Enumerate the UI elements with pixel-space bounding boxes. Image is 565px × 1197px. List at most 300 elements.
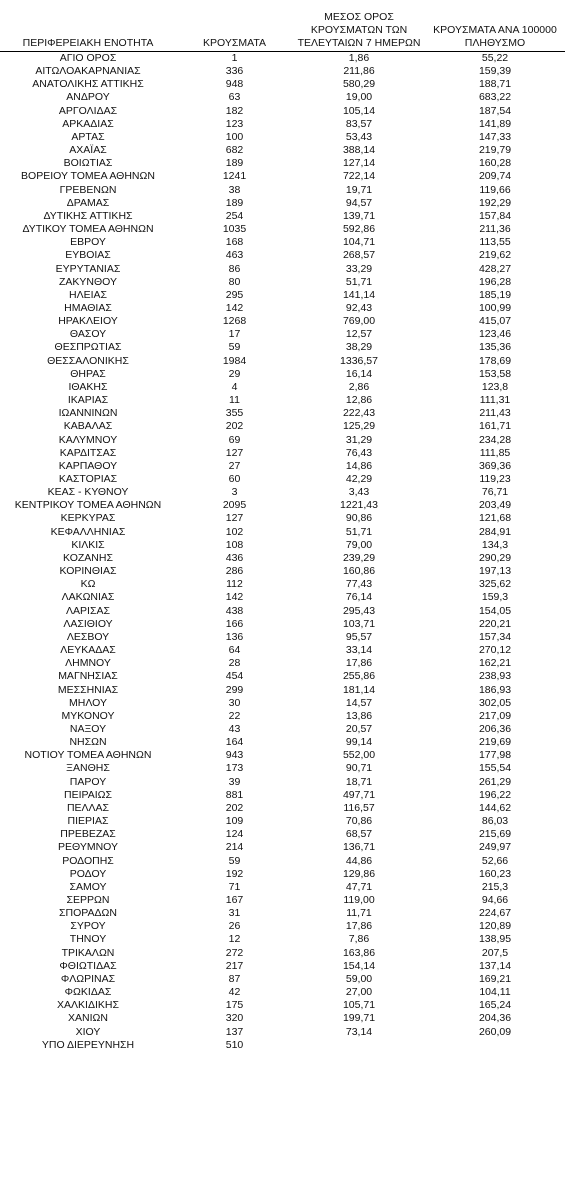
per100k-cell: 104,11 bbox=[479, 986, 511, 999]
region-cell: ΑΝΔΡΟΥ bbox=[66, 91, 110, 104]
header-row bbox=[0, 8, 565, 52]
avg7-cell: 103,71 bbox=[342, 617, 376, 630]
per100k-cell: 123,46 bbox=[478, 328, 512, 341]
cases-cell: 28 bbox=[228, 657, 241, 670]
cases-cell: 137 bbox=[225, 1025, 244, 1038]
per100k-cell: 325,62 bbox=[478, 578, 512, 591]
avg7-cell: 136,71 bbox=[342, 841, 376, 854]
per100k-cell: 238,93 bbox=[478, 670, 512, 683]
avg7-cell: 12,86 bbox=[345, 394, 373, 407]
per100k-cell: 138,95 bbox=[478, 933, 512, 946]
region-cell: ΝΟΤΙΟΥ ΤΟΜΕΑ ΑΘΗΝΩΝ bbox=[24, 749, 152, 762]
table-row bbox=[0, 855, 565, 868]
table-row bbox=[0, 657, 565, 670]
table-row bbox=[0, 78, 565, 91]
region-cell: ΠΑΡΟΥ bbox=[69, 775, 107, 788]
table-row bbox=[0, 52, 565, 66]
cases-cell: 168 bbox=[225, 236, 244, 249]
cases-cell: 64 bbox=[228, 644, 241, 657]
table-row bbox=[0, 460, 565, 473]
region-cell: ΧΑΝΙΩΝ bbox=[68, 1012, 108, 1025]
per100k-cell bbox=[425, 1039, 565, 1052]
region-cell: ΠΕΛΛΑΣ bbox=[66, 801, 110, 814]
table-row bbox=[0, 710, 565, 723]
per100k-cell: 160,28 bbox=[478, 157, 512, 170]
cases-cell: 123 bbox=[225, 117, 244, 130]
cases-cell: 254 bbox=[225, 209, 244, 222]
region-cell: ΜΗΛΟΥ bbox=[69, 696, 107, 709]
per100k-cell: 217,09 bbox=[478, 709, 512, 722]
cases-cell: 202 bbox=[225, 420, 244, 433]
table-row bbox=[0, 960, 565, 973]
table-row bbox=[0, 184, 565, 197]
avg7-cell: 44,86 bbox=[345, 854, 373, 867]
avg7-cell: 79,00 bbox=[345, 538, 373, 551]
region-cell: ΗΡΑΚΛΕΙΟΥ bbox=[58, 315, 118, 328]
table-row bbox=[0, 999, 565, 1012]
table-row bbox=[0, 263, 565, 276]
region-cell: ΚΕΦΑΛΛΗΝΙΑΣ bbox=[50, 525, 126, 538]
table-row bbox=[0, 868, 565, 881]
avg7-cell: 70,86 bbox=[345, 815, 373, 828]
table-row bbox=[0, 920, 565, 933]
region-cell: ΒΟΙΩΤΙΑΣ bbox=[63, 157, 113, 170]
per100k-cell: 121,68 bbox=[478, 512, 512, 525]
cases-cell: 42 bbox=[228, 986, 241, 999]
avg7-cell: 59,00 bbox=[345, 972, 373, 985]
table-row bbox=[0, 933, 565, 946]
cases-cell: 87 bbox=[228, 972, 241, 985]
region-cell: ΜΥΚΟΝΟΥ bbox=[61, 709, 115, 722]
table-row bbox=[0, 1026, 565, 1039]
cases-cell: 109 bbox=[225, 815, 244, 828]
per100k-cell: 302,05 bbox=[478, 696, 512, 709]
region-cell: ΚΑΡΔΙΤΣΑΣ bbox=[59, 446, 117, 459]
region-cell: ΑΓΙΟ ΟΡΟΣ bbox=[59, 52, 117, 64]
region-cell: ΝΑΞΟΥ bbox=[69, 722, 107, 735]
cases-cell: 29 bbox=[228, 367, 241, 380]
avg7-cell: 51,71 bbox=[345, 525, 373, 538]
header-per100k: ΚΡΟΥΣΜΑΤΑ ΑΝΑ 100000 ΠΛΗΘΥΣΜΟ bbox=[433, 24, 557, 49]
cases-cell: 454 bbox=[225, 670, 244, 683]
avg7-cell: 388,14 bbox=[342, 144, 376, 157]
avg7-cell: 27,00 bbox=[345, 986, 373, 999]
cases-cell: 948 bbox=[225, 78, 244, 91]
cases-cell: 463 bbox=[225, 249, 244, 262]
table-row bbox=[0, 565, 565, 578]
table-row bbox=[0, 881, 565, 894]
table-row bbox=[0, 789, 565, 802]
cases-cell: 31 bbox=[228, 907, 241, 920]
cases-cell: 173 bbox=[225, 762, 244, 775]
table-row bbox=[0, 157, 565, 170]
per100k-cell: 220,21 bbox=[478, 617, 512, 630]
table-row bbox=[0, 986, 565, 999]
region-cell: ΕΒΡΟΥ bbox=[70, 236, 106, 249]
per100k-cell: 76,71 bbox=[481, 486, 509, 499]
cases-cell: 30 bbox=[228, 696, 241, 709]
cases-cell: 1268 bbox=[222, 315, 247, 328]
table-row bbox=[0, 591, 565, 604]
table-row bbox=[0, 684, 565, 697]
per100k-cell: 284,91 bbox=[478, 525, 512, 538]
region-cell: ΚΑΛΥΜΝΟΥ bbox=[58, 433, 118, 446]
per100k-cell: 415,07 bbox=[478, 315, 512, 328]
avg7-cell: 2,86 bbox=[348, 380, 370, 393]
cases-cell: 202 bbox=[225, 801, 244, 814]
per100k-cell: 113,55 bbox=[479, 236, 511, 249]
per100k-cell: 207,5 bbox=[481, 946, 509, 959]
cases-cell: 189 bbox=[225, 157, 244, 170]
cases-cell: 286 bbox=[225, 565, 244, 578]
per100k-cell: 270,12 bbox=[478, 644, 512, 657]
region-cell: ΘΑΣΟΥ bbox=[69, 328, 107, 341]
cases-cell: 355 bbox=[225, 407, 244, 420]
per100k-cell: 134,3 bbox=[481, 538, 509, 551]
avg7-cell: 12,57 bbox=[345, 328, 373, 341]
cases-cell: 142 bbox=[225, 591, 244, 604]
table-row bbox=[0, 947, 565, 960]
cases-cell: 943 bbox=[225, 749, 244, 762]
avg7-cell: 497,71 bbox=[342, 788, 376, 801]
cases-cell: 272 bbox=[225, 946, 244, 959]
avg7-cell: 116,57 bbox=[343, 801, 375, 814]
cases-cell: 17 bbox=[228, 328, 241, 341]
cases-cell: 166 bbox=[225, 617, 244, 630]
header-avg7: ΜΕΣΟΣ ΟΡΟΣ ΚΡΟΥΣΜΑΤΩΝ ΤΩΝ ΤΕΛΕΥΤΑΙΩΝ 7 ΗΜΕΡΩΝ bbox=[297, 11, 421, 49]
avg7-cell: 580,29 bbox=[342, 78, 376, 91]
cases-cell: 175 bbox=[225, 999, 244, 1012]
region-cell: ΤΡΙΚΑΛΩΝ bbox=[61, 946, 115, 959]
per100k-cell: 290,29 bbox=[478, 551, 512, 564]
avg7-cell: 3,43 bbox=[348, 486, 370, 499]
table-row bbox=[0, 447, 565, 460]
region-cell: ΚΕΑΣ - ΚΥΘΝΟΥ bbox=[47, 486, 129, 499]
avg7-cell: 239,29 bbox=[342, 551, 376, 564]
region-cell: ΛΑΚΩΝΙΑΣ bbox=[61, 591, 115, 604]
cases-cell: 4 bbox=[231, 380, 238, 393]
cases-cell: 682 bbox=[225, 144, 244, 157]
table-row bbox=[0, 631, 565, 644]
region-cell: ΔΥΤΙΚΗΣ ΑΤΤΙΚΗΣ bbox=[43, 209, 133, 222]
table-row bbox=[0, 302, 565, 315]
region-cell: ΧΑΛΚΙΔΙΚΗΣ bbox=[57, 999, 119, 1012]
avg7-cell: 13,86 bbox=[345, 709, 373, 722]
per100k-cell: 186,93 bbox=[478, 683, 512, 696]
cases-cell: 881 bbox=[225, 788, 244, 801]
avg7-cell: 11,71 bbox=[346, 907, 372, 920]
per100k-cell: 153,58 bbox=[478, 367, 512, 380]
cases-cell: 69 bbox=[228, 433, 241, 446]
avg7-cell: 42,29 bbox=[345, 473, 373, 485]
region-cell: ΛΕΣΒΟΥ bbox=[66, 630, 110, 643]
per100k-cell: 120,89 bbox=[478, 920, 512, 933]
table-row bbox=[0, 578, 565, 591]
region-cell: ΑΡΓΟΛΙΔΑΣ bbox=[58, 104, 118, 117]
region-cell: ΡΟΔΟΥ bbox=[69, 867, 107, 880]
cases-cell: 39 bbox=[228, 775, 241, 788]
cases-table bbox=[0, 8, 565, 1052]
avg7-cell: 119,00 bbox=[343, 894, 375, 906]
table-row bbox=[0, 670, 565, 683]
region-cell: ΚΕΝΤΡΙΚΟΥ ΤΟΜΕΑ ΑΘΗΝΩΝ bbox=[14, 499, 162, 512]
avg7-cell: 17,86 bbox=[345, 657, 373, 670]
table-row bbox=[0, 907, 565, 920]
avg7-cell: 104,71 bbox=[342, 236, 376, 249]
cases-cell: 59 bbox=[228, 341, 241, 354]
per100k-cell: 224,67 bbox=[478, 907, 512, 920]
table-row bbox=[0, 973, 565, 986]
table-row bbox=[0, 736, 565, 749]
cases-cell: 38 bbox=[228, 183, 241, 196]
region-cell: ΣΑΜΟΥ bbox=[69, 880, 107, 893]
per100k-cell: 683,22 bbox=[478, 91, 512, 104]
table-row bbox=[0, 170, 565, 183]
cases-cell: 59 bbox=[228, 854, 241, 867]
table-row bbox=[0, 210, 565, 223]
cases-cell: 164 bbox=[225, 736, 244, 749]
avg7-cell: 47,71 bbox=[345, 880, 373, 893]
table-row bbox=[0, 368, 565, 381]
avg7-cell: 592,86 bbox=[342, 223, 376, 236]
region-cell: ΠΡΕΒΕΖΑΣ bbox=[60, 828, 116, 841]
avg7-cell: 77,43 bbox=[345, 578, 373, 591]
avg7-cell: 76,14 bbox=[345, 591, 373, 604]
avg7-cell bbox=[293, 1039, 425, 1052]
table-row bbox=[0, 328, 565, 341]
cases-cell: 299 bbox=[225, 683, 244, 696]
per100k-cell: 261,29 bbox=[478, 775, 512, 788]
per100k-cell: 211,36 bbox=[479, 223, 511, 236]
avg7-cell: 255,86 bbox=[342, 670, 376, 683]
cases-cell: 336 bbox=[225, 65, 244, 78]
cases-cell: 102 bbox=[225, 525, 244, 538]
region-cell: ΒΟΡΕΙΟΥ ΤΟΜΕΑ ΑΘΗΝΩΝ bbox=[21, 170, 155, 183]
avg7-cell: 99,14 bbox=[345, 736, 373, 749]
table-row bbox=[0, 276, 565, 289]
region-cell: ΚΑΒΑΛΑΣ bbox=[63, 420, 113, 433]
cases-cell: 182 bbox=[225, 104, 244, 117]
region-cell: ΞΑΝΘΗΣ bbox=[66, 762, 110, 775]
region-cell: ΣΕΡΡΩΝ bbox=[66, 894, 110, 906]
per100k-cell: 177,98 bbox=[478, 749, 512, 762]
per100k-cell: 192,29 bbox=[478, 196, 512, 209]
table-row bbox=[0, 223, 565, 236]
avg7-cell: 141,14 bbox=[342, 288, 376, 301]
cases-cell: 43 bbox=[228, 722, 241, 735]
cases-cell: 167 bbox=[225, 894, 244, 906]
per100k-cell: 135,36 bbox=[478, 341, 512, 354]
table-row bbox=[0, 197, 565, 210]
avg7-cell: 295,43 bbox=[342, 604, 376, 617]
per100k-cell: 219,79 bbox=[478, 144, 512, 157]
region-cell: ΣΥΡΟΥ bbox=[70, 920, 106, 933]
table-row bbox=[0, 526, 565, 539]
per100k-cell: 215,3 bbox=[481, 880, 509, 893]
avg7-cell: 33,29 bbox=[345, 262, 373, 275]
cases-cell: 80 bbox=[228, 275, 241, 288]
region-cell: ΦΩΚΙΔΑΣ bbox=[64, 986, 112, 999]
per100k-cell: 123,8 bbox=[481, 380, 509, 393]
avg7-cell: 160,86 bbox=[342, 565, 376, 578]
avg7-cell: 163,86 bbox=[342, 946, 376, 959]
table-row bbox=[0, 802, 565, 815]
avg7-cell: 105,14 bbox=[342, 104, 376, 117]
per100k-cell: 155,54 bbox=[478, 762, 512, 775]
region-cell: ΑΧΑΪΑΣ bbox=[69, 144, 107, 157]
per100k-cell: 211,43 bbox=[479, 407, 511, 420]
avg7-cell: 90,86 bbox=[345, 512, 373, 525]
per100k-cell: 185,19 bbox=[478, 288, 512, 301]
per100k-cell: 160,23 bbox=[478, 867, 512, 880]
cases-cell: 217 bbox=[225, 959, 244, 972]
region-cell: ΜΕΣΣΗΝΙΑΣ bbox=[57, 683, 119, 696]
region-cell: ΖΑΚΥΝΘΟΥ bbox=[58, 275, 117, 288]
cases-cell: 12 bbox=[228, 933, 241, 946]
table-row bbox=[0, 749, 565, 762]
table-row bbox=[0, 394, 565, 407]
cases-cell: 136 bbox=[225, 630, 244, 643]
avg7-cell: 722,14 bbox=[342, 170, 376, 183]
region-cell: ΑΡΤΑΣ bbox=[71, 130, 105, 143]
cases-cell: 100 bbox=[225, 130, 244, 143]
region-cell: ΡΕΘΥΜΝΟΥ bbox=[57, 841, 118, 854]
region-cell: ΑΡΚΑΔΙΑΣ bbox=[62, 117, 114, 130]
cases-cell: 27 bbox=[228, 459, 241, 472]
per100k-cell: 119,23 bbox=[479, 473, 511, 485]
avg7-cell: 83,57 bbox=[345, 117, 373, 130]
region-cell: ΦΛΩΡΙΝΑΣ bbox=[60, 972, 116, 985]
per100k-cell: 196,22 bbox=[478, 788, 512, 801]
table-body bbox=[0, 52, 565, 1052]
avg7-cell: 68,57 bbox=[345, 828, 373, 841]
per100k-cell: 215,69 bbox=[478, 828, 512, 841]
cases-cell: 295 bbox=[225, 288, 244, 301]
avg7-cell: 222,43 bbox=[342, 407, 376, 420]
region-cell: ΑΝΑΤΟΛΙΚΗΣ ΑΤΤΙΚΗΣ bbox=[32, 78, 144, 91]
cases-cell: 112 bbox=[226, 578, 243, 591]
table-row bbox=[0, 381, 565, 394]
cases-cell: 86 bbox=[228, 262, 241, 275]
table-row bbox=[0, 118, 565, 131]
table-row bbox=[0, 91, 565, 104]
avg7-cell: 105,71 bbox=[342, 999, 376, 1012]
avg7-cell: 76,43 bbox=[345, 446, 373, 459]
per100k-cell: 219,69 bbox=[478, 736, 512, 749]
table-row bbox=[0, 486, 565, 499]
avg7-cell: 268,57 bbox=[342, 249, 376, 262]
table-row bbox=[0, 815, 565, 828]
table-row bbox=[0, 697, 565, 710]
per100k-cell: 203,49 bbox=[478, 499, 512, 512]
cases-cell: 63 bbox=[228, 91, 241, 104]
per100k-cell: 204,36 bbox=[478, 1012, 512, 1025]
table-row bbox=[0, 420, 565, 433]
cases-cell: 60 bbox=[228, 473, 241, 485]
region-cell: ΑΙΤΩΛΟΑΚΑΡΝΑΝΙΑΣ bbox=[35, 65, 141, 78]
header-cases: ΚΡΟΥΣΜΑΤΑ bbox=[203, 37, 266, 49]
avg7-cell: 90,71 bbox=[345, 762, 373, 775]
table-row bbox=[0, 618, 565, 631]
region-cell: ΙΚΑΡΙΑΣ bbox=[67, 394, 109, 407]
avg7-cell: 17,86 bbox=[345, 920, 373, 933]
region-cell: ΙΩΑΝΝΙΝΩΝ bbox=[58, 407, 118, 420]
avg7-cell: 1221,43 bbox=[340, 499, 378, 512]
table-row bbox=[0, 499, 565, 512]
cases-cell: 11 bbox=[229, 394, 240, 407]
cases-cell: 124 bbox=[225, 828, 244, 841]
table-row bbox=[0, 355, 565, 368]
cases-cell: 189 bbox=[225, 196, 244, 209]
cases-cell: 127 bbox=[225, 446, 244, 459]
table-row bbox=[0, 828, 565, 841]
table-row bbox=[0, 65, 565, 78]
table-row bbox=[0, 723, 565, 736]
region-cell: ΘΕΣΠΡΩΤΙΑΣ bbox=[54, 341, 122, 354]
per100k-cell: 55,22 bbox=[481, 52, 509, 64]
avg7-cell: 20,57 bbox=[345, 722, 373, 735]
region-cell: ΚΙΛΚΙΣ bbox=[71, 538, 105, 551]
cases-cell: 436 bbox=[225, 551, 244, 564]
per100k-cell: 162,21 bbox=[478, 657, 512, 670]
avg7-cell: 154,14 bbox=[342, 959, 376, 972]
per100k-cell: 159,3 bbox=[481, 591, 509, 604]
cases-cell: 1241 bbox=[222, 170, 247, 183]
avg7-cell: 211,86 bbox=[343, 65, 375, 78]
cases-cell: 127 bbox=[225, 512, 244, 525]
header-region: ΠΕΡΙΦΕΡΕΙΑΚΗ ΕΝΟΤΗΤΑ bbox=[22, 37, 154, 49]
region-cell: ΗΛΕΙΑΣ bbox=[68, 288, 107, 301]
table-row bbox=[0, 894, 565, 907]
cases-cell: 26 bbox=[228, 920, 241, 933]
region-cell: ΛΑΡΙΣΑΣ bbox=[66, 604, 110, 617]
region-cell: ΠΙΕΡΙΑΣ bbox=[67, 815, 109, 828]
cases-cell: 2095 bbox=[222, 499, 247, 512]
region-cell: ΦΘΙΩΤΙΔΑΣ bbox=[59, 959, 117, 972]
cases-cell: 108 bbox=[225, 538, 244, 551]
avg7-cell: 92,43 bbox=[345, 301, 373, 314]
per100k-cell: 147,33 bbox=[478, 130, 512, 143]
cases-cell: 192 bbox=[225, 867, 244, 880]
per100k-cell: 369,36 bbox=[478, 459, 512, 472]
per100k-cell: 157,34 bbox=[478, 630, 512, 643]
region-cell: ΛΑΣΙΘΙΟΥ bbox=[63, 617, 113, 630]
region-cell: ΔΡΑΜΑΣ bbox=[66, 196, 110, 209]
table-row bbox=[0, 1039, 565, 1052]
per100k-cell: 94,66 bbox=[481, 894, 509, 906]
table-row bbox=[0, 236, 565, 249]
region-cell: ΧΙΟΥ bbox=[75, 1025, 101, 1038]
table-row bbox=[0, 512, 565, 525]
region-cell: ΡΟΔΟΠΗΣ bbox=[62, 854, 114, 867]
cases-cell: 438 bbox=[225, 604, 244, 617]
region-cell: ΚΩ bbox=[80, 578, 96, 591]
region-cell: ΚΑΣΤΟΡΙΑΣ bbox=[58, 473, 118, 485]
per100k-cell: 187,54 bbox=[478, 104, 512, 117]
table-row bbox=[0, 552, 565, 565]
per100k-cell: 188,71 bbox=[478, 78, 512, 91]
avg7-cell: 16,14 bbox=[345, 367, 373, 380]
per100k-cell: 141,89 bbox=[478, 117, 512, 130]
avg7-cell: 19,71 bbox=[345, 183, 373, 196]
region-cell: ΜΑΓΝΗΣΙΑΣ bbox=[58, 670, 118, 683]
per100k-cell: 260,09 bbox=[478, 1025, 512, 1038]
cases-cell: 3 bbox=[231, 486, 238, 499]
per100k-cell: 119,66 bbox=[479, 183, 511, 196]
per100k-cell: 159,39 bbox=[478, 65, 512, 78]
table-row bbox=[0, 315, 565, 328]
per100k-cell: 196,28 bbox=[478, 275, 512, 288]
